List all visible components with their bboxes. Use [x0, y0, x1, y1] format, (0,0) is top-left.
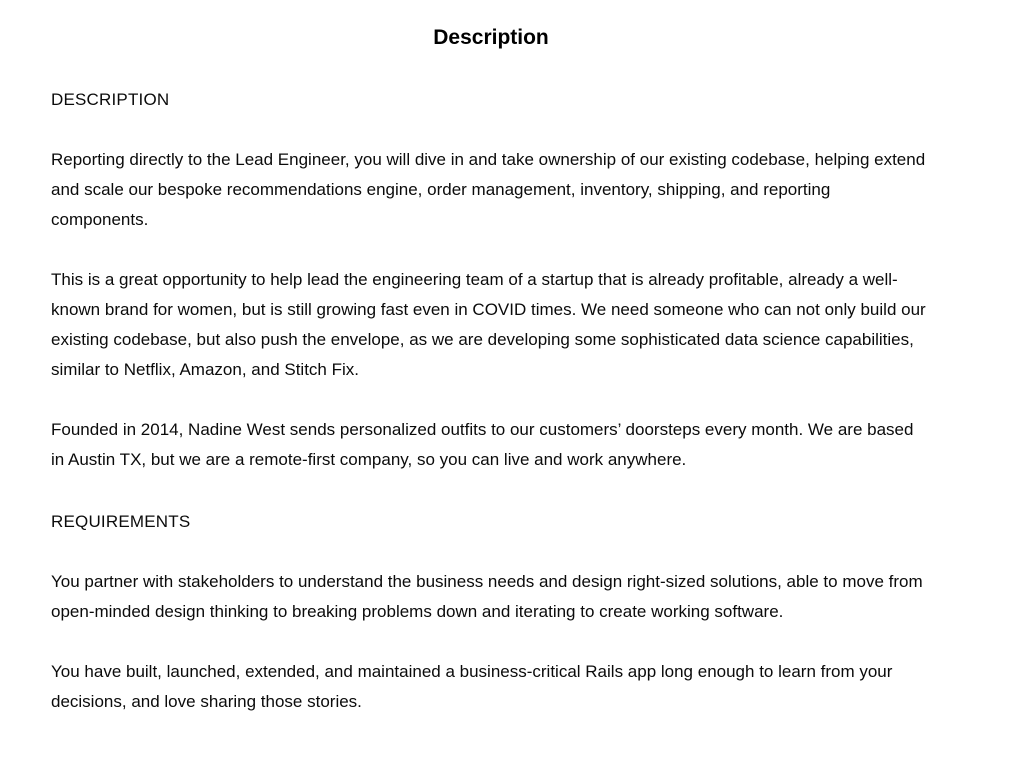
paragraph-company: Founded in 2014, Nadine West sends personalized outfits to our customers’ doorsteps every month. We are based in Austin TX, but we are a remote-first company, so you can live and work anywhere.	[51, 420, 914, 469]
paragraph-rails-experience: You have built, launched, extended, and maintained a business-critical Rails app long enough to learn from your decisions, and love sharing those stories.	[51, 662, 893, 711]
section-description	[51, 85, 931, 475]
paragraph-opportunity: This is a great opportunity to help lead the engineering team of a startup that is already profitable, already a well-known brand for women, but is still growing fast even in COVID times. We need someone who can not only build our existing codebase, but also push the envelope, as we are developing some sophisticated data science capabilities, similar to Netflix, Amazon, and Stitch Fix.	[51, 270, 926, 379]
paragraph-reporting: Reporting directly to the Lead Engineer, you will dive in and take ownership of our existing codebase, helping extend and scale our bespoke recommendations engine, order management, inventory, shipping, and reporting components.	[51, 150, 926, 229]
section-heading-description: DESCRIPTION	[51, 90, 170, 109]
page-title: Description	[433, 26, 549, 49]
paragraph-stakeholders: You partner with stakeholders to understand the business needs and design right-sized solutions, able to move from open-minded design thinking to breaking problems down and iterating to create working software.	[51, 572, 923, 621]
section-heading-requirements: REQUIREMENTS	[51, 512, 191, 531]
job-description-document	[51, 23, 931, 717]
section-requirements	[51, 507, 931, 717]
